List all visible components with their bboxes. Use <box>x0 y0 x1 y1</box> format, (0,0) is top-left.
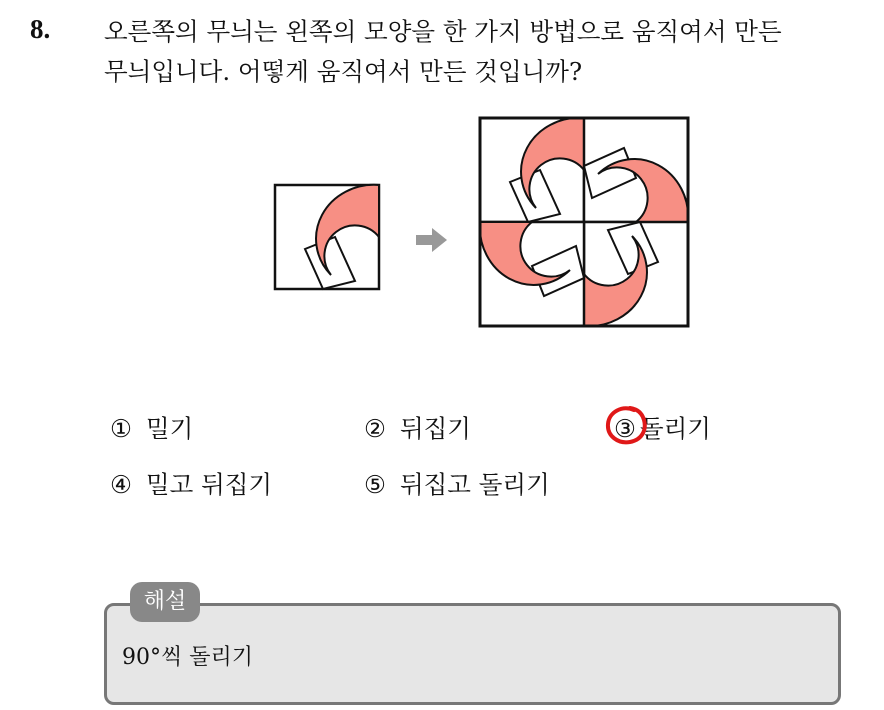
question-line-1: 오른쪽의 무늬는 왼쪽의 모양을 한 가지 방법으로 움직여서 만든 <box>104 17 782 46</box>
choice-5[interactable] <box>364 466 550 501</box>
choice-5-label: 뒤집고 돌리기 <box>399 470 550 499</box>
choice-1[interactable] <box>110 410 193 445</box>
choice-2[interactable] <box>364 410 471 445</box>
question-line-2: 무늬입니다. 어떻게 움직여서 만든 것입니까? <box>104 57 583 86</box>
pattern-tile-top-left <box>480 118 584 222</box>
choice-1-label: 밀기 <box>145 414 194 443</box>
pattern-tile-top-right <box>584 118 688 222</box>
right-arrow-icon <box>416 228 447 252</box>
original-tile <box>275 185 379 289</box>
question-number: 8. <box>30 14 51 44</box>
solution-tab: 해설 <box>130 582 200 622</box>
choice-1-number: ① <box>110 414 132 443</box>
choice-4-label: 밀고 뒤집기 <box>145 470 273 499</box>
choice-4-number: ④ <box>110 470 132 499</box>
choice-5-number: ⑤ <box>364 470 386 499</box>
pattern-tile-bottom-left <box>480 222 584 326</box>
choice-2-number: ② <box>364 414 386 443</box>
choice-3-label: 돌리기 <box>639 414 711 443</box>
choice-2-label: 뒤집기 <box>399 414 471 443</box>
pattern-tile-bottom-right <box>584 222 688 326</box>
choice-4[interactable] <box>110 466 272 501</box>
answer-circle-mark <box>604 404 650 446</box>
rotated-pattern <box>480 118 688 326</box>
choice-3-number: ③ <box>614 414 636 443</box>
solution-text: 90°씩 돌리기 <box>122 645 253 670</box>
